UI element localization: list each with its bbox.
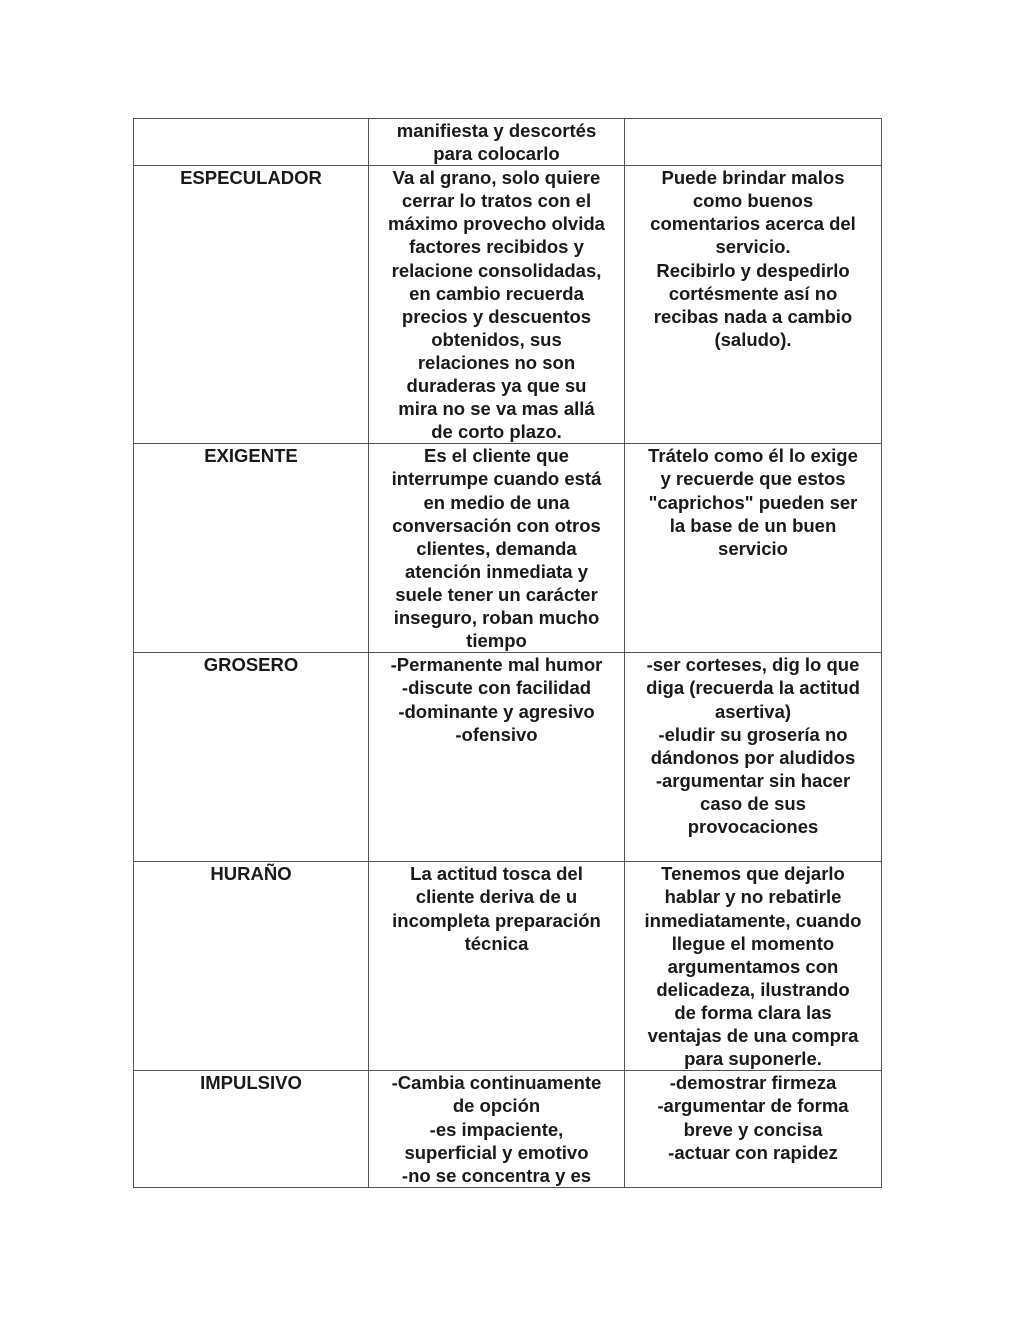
description-cell: -Permanente mal humor -discute con facilidad -dominante y agresivo -ofensivo (369, 653, 625, 862)
table-row (134, 444, 882, 653)
client-type-cell (134, 119, 369, 166)
handling-cell: Tenemos que dejarlo hablar y no rebatirle inmediatamente, cuando llegue el momento argumentamos con delicadeza, ilustrando de forma clara las ventajas de una compra para suponerle. (625, 862, 882, 1071)
handling-cell: Trátelo como él lo exige y recuerde que estos "caprichos" pueden ser la base de un buen servicio (625, 444, 882, 653)
client-type-cell: EXIGENTE (134, 444, 369, 653)
client-type-cell: GROSERO (134, 653, 369, 862)
description-cell: manifiesta y descortés para colocarlo (369, 119, 625, 166)
client-type-cell: HURAÑO (134, 862, 369, 1071)
description-cell: La actitud tosca del cliente deriva de u incompleta preparación técnica (369, 862, 625, 1071)
table-row (134, 166, 882, 444)
description-cell: -Cambia continuamente de opción -es impaciente, superficial y emotivo -no se concentra y es (369, 1071, 625, 1187)
handling-cell (625, 119, 882, 166)
table-row (134, 1071, 882, 1187)
table-row (134, 653, 882, 862)
client-type-cell: IMPULSIVO (134, 1071, 369, 1187)
table-row (134, 119, 882, 166)
client-type-cell: ESPECULADOR (134, 166, 369, 444)
handling-cell: -ser corteses, dig lo que diga (recuerda la actitud asertiva) -eludir su grosería no dándonos por aludidos -argumentar sin hacer caso de sus provocaciones (625, 653, 882, 862)
description-cell: Va al grano, solo quiere cerrar lo tratos con el máximo provecho olvida factores recibidos y relacione consolidadas, en cambio recuerda precios y descuentos obtenidos, sus relaciones no son duraderas ya que su mira no se va mas allá de corto plazo. (369, 166, 625, 444)
handling-cell: Puede brindar malos como buenos comentarios acerca del servicio. Recibirlo y despedirlo cortésmente así no recibas nada a cambio (saludo). (625, 166, 882, 444)
client-types-table (133, 118, 882, 1188)
description-cell: Es el cliente que interrumpe cuando está en medio de una conversación con otros clientes, demanda atención inmediata y suele tener un carácter inseguro, roban mucho tiempo (369, 444, 625, 653)
table-row (134, 862, 882, 1071)
handling-cell: -demostrar firmeza -argumentar de forma breve y concisa -actuar con rapidez (625, 1071, 882, 1187)
